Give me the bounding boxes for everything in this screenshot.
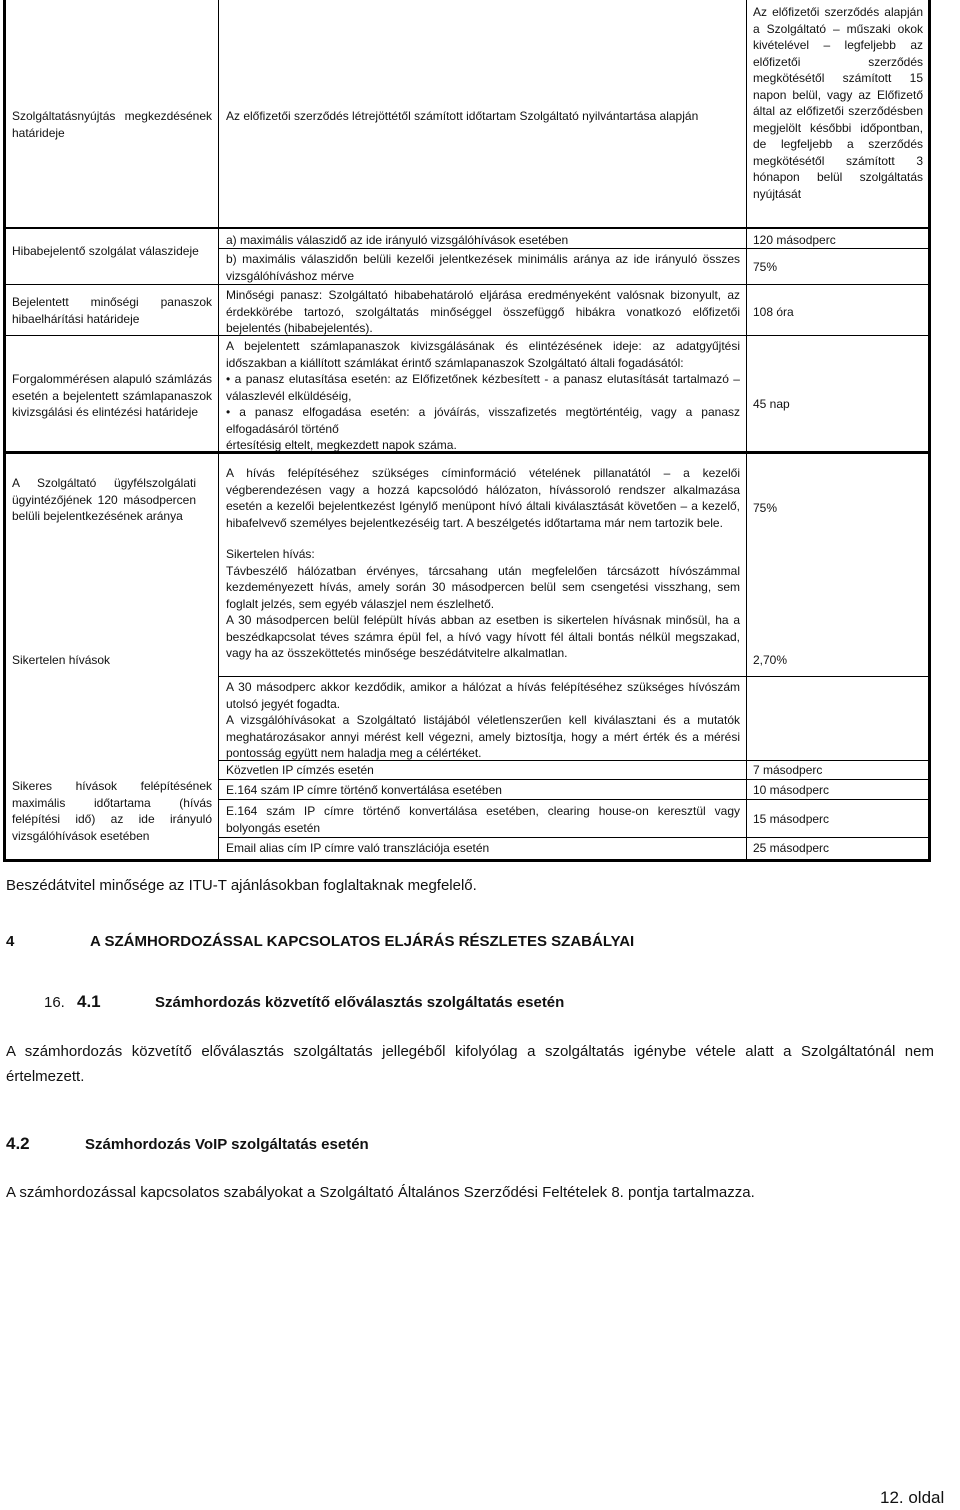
subrow-value: 15 másodperc (753, 812, 830, 826)
subrow-value: 25 másodperc (753, 841, 830, 855)
row-description (226, 338, 740, 454)
row-divider (3, 284, 931, 285)
subrow-description: Email alias cím IP címre való transzlációja esetén (226, 841, 490, 855)
bullet-item: • a panasz elfogadása esetén: a jóváírás, visszafizetés megtörténtéig, vagy a panasz elfogadásáról történő (226, 404, 740, 437)
subrow-description: Közvetlen IP címzés esetén (226, 763, 374, 777)
section-4-number: 4 (6, 933, 15, 950)
row-divider (3, 227, 931, 229)
section-4-2-title: Számhordozás VoIP szolgáltatás esetén (85, 1136, 369, 1153)
row-label: Sikeres hívások felépítésének maximális időtartama (hívás felépítési idő) az ide irányuló vizsgálóhívások esetében (12, 779, 212, 843)
description-end: értesítésig eltelt, megkezdett napok száma. (226, 438, 457, 452)
section-4-1-number: 4.1 (77, 992, 101, 1011)
row-description: A hívás felépítéséhez szükséges címinformáció vételének pillanatától – a kezelői végberendezésen vagy a hozzá kapcsolódó hálózaton, hívássoroló rendszer alkalmazása esetén a kezelői bejelentkezést Igénylő menüpont hívó általi kiválasztását követően – a kezelő, hibafelvevő személyes bejelentkezéséig tart. A beszélgetés időtartama már nem tartozik bele. (226, 466, 740, 530)
row-value: 45 nap (753, 397, 790, 411)
description-text: A vizsgálóhívásokat a Szolgáltató listájából véletlenszerűen kell kiválasztani és a mutatók meghatározásakor annyi mérést kell végezni, amely biztosítja, hogy a mért érték és a mérési pontosság együtt nem haladja meg a célértéket. (226, 713, 740, 760)
row-value: 2,70% (753, 653, 788, 667)
row-divider (218, 676, 930, 677)
section-4-1-text: A számhordozás közvetítő előválasztás szolgáltatás jellegéből kifolyólag a szolgáltatás igénybe vétele alatt a Szolgáltatónál nem értelmezett. (6, 1043, 934, 1085)
row-label: Sikertelen hívások (12, 653, 111, 667)
section-4-2-number: 4.2 (6, 1134, 30, 1153)
section-4-2-text: A számhordozással kapcsolatos szabályokat a Szolgáltató Általános Szerződési Feltételek 8. pontja tartalmazza. (6, 1184, 755, 1201)
row-divider (218, 837, 930, 838)
description-text: Távbeszélő hálózatban érvényes, tárcsahang után megfelelően tárcsázott hívószámmal kezdeményezett hívás, amely során 30 másodpercen belül sem csengetési visszhang, sem foglalt jelzés, sem egyéb válaszjel nem észlelhető. (226, 563, 740, 611)
bullet-item: • a panasz elutasítása esetén: az Előfizetőnek kézbesített - a panasz elutasítását tartalmazó –válaszlevél elküldéséig, (226, 371, 740, 404)
table-right-border (928, 0, 931, 862)
page-number: 12. oldal (880, 1488, 945, 1507)
column-divider-1 (218, 0, 219, 862)
table-bottom-border (3, 859, 931, 862)
subrow-description: E.164 szám IP címre történő konvertálása esetében, clearing house-on keresztül vagy bolyongás esetén (226, 804, 740, 835)
row-divider (218, 779, 930, 780)
row-value: 75% (753, 260, 778, 274)
row-description: Az előfizetői szerződés létrejöttétől számított időtartam Szolgáltató nyilvántartása alapján (226, 109, 699, 123)
column-divider-2 (746, 0, 747, 862)
subrow-value: 10 másodperc (753, 783, 830, 797)
description-text: A 30 másodpercen belül felépült hívás abban az esetben is sikertelen hívásnak minősül, ha a beszédkapcsolat téves számra épül fel, a hívó vagy hívott fél általi bontás nélkül megszakad, vagy ha az összeköttetés minősége beszédátvitelre alkalmatlan. (226, 613, 740, 660)
subrow-description: E.164 szám IP címre történő konvertálása esetében (226, 783, 502, 797)
row-value: 108 óra (753, 305, 794, 319)
row-label: A Szolgáltató ügyfélszolgálati ügyintézőjének 120 másodpercen belüli bejelentkezésének aránya (12, 476, 196, 523)
row-value: Az előfizetői szerződés alapján a Szolgáltató – műszaki okok kivételével – legfeljebb az előfizetői szerződés megkötésétől számított 15 napon belül, vagy az Előfizető által az előfizetői szerződésben megjelölt későbbi időpontban, de legfeljebb a szerződés megkötésétől számított 3 hónapon belül szolgáltatás nyújtását (753, 5, 923, 201)
row-label: Forgalommérésen alapuló számlázás esetén a bejelentett számlapanaszok kivizsgálási és elintézési határideje (12, 372, 212, 419)
row-description (226, 546, 740, 662)
row-divider (218, 799, 930, 800)
row-description: b) maximális válaszidőn belüli kezelői jelentkezések minimális aránya az ide irányuló összes vizsgálóhíváshoz mérve (226, 252, 740, 283)
row-description: Minőségi panasz: Szolgáltató hibabehatároló eljárása eredményeként valósnak bizonyult, az érdekkörébe tartozó, szolgáltatás minőséggel összefüggő hibákra vonatkozó előfizetői bejelentés (hibabejelentés). (226, 288, 740, 335)
subrow-value: 7 másodperc (753, 763, 823, 777)
after-table-text: Beszédátvitel minősége az ITU-T ajánlásokban foglaltaknak megfelelő. (6, 877, 477, 894)
description-text: A 30 másodperc akkor kezdődik, amikor a hálózat a hívás felépítéséhez szükséges hívószám utolsó jegyét fogadta. (226, 680, 740, 711)
row-value: 75% (753, 501, 778, 515)
row-label: Hibabejelentő szolgálat válaszideje (12, 244, 199, 258)
section-4-title: A SZÁMHORDOZÁSSAL KAPCSOLATOS ELJÁRÁS RÉSZLETES SZABÁLYAI (90, 933, 635, 950)
description-title: Sikertelen hívás: (226, 547, 315, 561)
row-value: 120 másodperc (753, 233, 836, 247)
row-description: a) maximális válaszidő az ide irányuló vizsgálóhívások esetében (226, 233, 569, 247)
section-4-1-prefix: 16. (44, 994, 65, 1011)
description-intro: A bejelentett számlapanaszok kivizsgálásának és elintézésének ideje: az adatgyűjtési időszakban a kiállított számlákat érintő számlapanaszok Szolgáltató általi fogadásától: (226, 339, 740, 370)
row-label: Bejelentett minőségi panaszok hibaelhárítási határideje (12, 295, 212, 326)
row-label: Szolgáltatásnyújtás megkezdésének határideje (12, 109, 212, 140)
section-4-1-title: Számhordozás közvetítő előválasztás szolgáltatás esetén (155, 994, 565, 1011)
table-left-border (3, 0, 6, 862)
row-description (226, 679, 740, 762)
